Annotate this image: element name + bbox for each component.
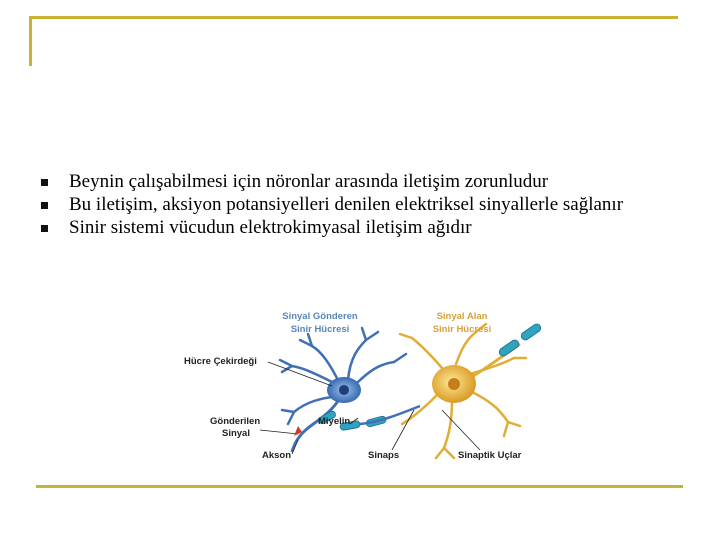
receiver-title-line2: Sinir Hücresi: [432, 324, 492, 335]
sender-title-line1: Sinyal Gönderen: [282, 311, 358, 322]
bullet-item: [40, 193, 700, 216]
bullet-item: [40, 170, 700, 193]
nucleus-label: Hücre Çekirdeği: [184, 356, 257, 367]
receiver-title-line1: Sinyal Alan: [436, 311, 488, 322]
square-bullet-icon: [41, 225, 48, 232]
sender-dendrites: [280, 328, 406, 424]
axon-label: Akson: [262, 450, 292, 461]
sender-title-line2: Sinir Hücresi: [290, 324, 350, 335]
square-bullet-icon: [41, 202, 48, 209]
receiver-myelin: [498, 322, 543, 357]
neuron-illustration: [180, 306, 580, 476]
frame-left-line: [29, 16, 32, 66]
frame-top-line: [29, 16, 678, 19]
bullet-list: [40, 170, 700, 239]
signal-label-line2: Sinyal: [222, 428, 250, 439]
synapse-label: Sinaps: [368, 450, 400, 461]
myelin-label: Miyelin: [318, 416, 351, 427]
square-bullet-icon: [41, 179, 48, 186]
bullet-item: [40, 216, 700, 239]
bullet-text: Beynin çalışabilmesi için nöronlar arasında iletişim zorunludur: [69, 171, 549, 192]
terminals-label: Sinaptik Uçlar: [458, 450, 522, 461]
frame-bottom-line: [36, 485, 683, 488]
signal-label-line1: Gönderilen: [210, 416, 261, 427]
bullet-text: Bu iletişim, aksiyon potansiyelleri denilen elektriksel sinyallerle sağlanır: [69, 194, 624, 215]
bullet-text: Sinir sistemi vücudun elektrokimyasal iletişim ağıdır: [69, 217, 472, 238]
